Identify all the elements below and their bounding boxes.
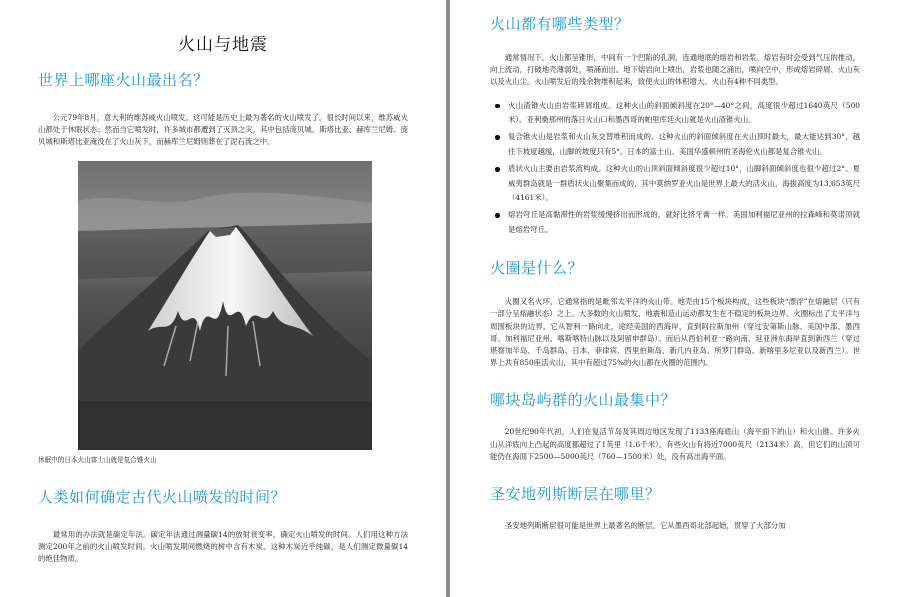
volcano-types-list	[490, 99, 860, 238]
list-item	[490, 130, 860, 159]
list-item-text: 复合锥火山是岩浆和火山灰交替堆积而成的。这种火山的斜面倾斜度在火山顶时最大，最大能达到30°，越往下坡度越缓，山脚的坡度只有5°。日本的富士山、美国华盛顿州的圣海伦火山都是复合锥火山。	[508, 132, 860, 156]
bullet-icon	[495, 104, 500, 109]
list-item	[490, 99, 860, 128]
section-heading-island-volcanoes: 哪块岛屿群的火山最集中？	[490, 391, 677, 410]
section-heading-volcano-types: 火山都有哪些类型？	[490, 15, 630, 33]
left-page	[0, 0, 446, 597]
photo-caption: 休眠中的日本火山富士山就是复合锥火山	[38, 455, 157, 464]
paragraph-volcano-types: 通常情况下，火山都呈锥形，中间有一个凹陷的孔洞，连通地底的熔岩和岩浆。熔岩有时会受到气压的推动，向上流动，打破地壳薄弱处，喷涌而出。地下熔岩向上喷出，岩浆也随之涌出，喷向空中，形成熔岩碎屑、火山灰以及火山尘。火山喷发后的残余物堆积起来，致使火山的体积增大。火山有4种不同类型。	[490, 53, 860, 87]
list-item	[490, 162, 860, 205]
right-page	[450, 0, 900, 597]
section-heading-dating-eruptions: 人类如何确定古代火山喷发的时间？	[38, 487, 287, 506]
paragraph-vesuvius: 公元79年8月，意大利的维苏威火山喷发。这可能是历史上最为著名的火山喷发了。很长时间以来，维苏威火山都处于休眠状态；然而当它喷发时，许多城市都遭到了灭顶之灾，其中包括庞贝城、斯塔比亚、赫库兰尼姆。庞贝城和斯塔比亚淹没在了火山灰下，而赫库兰尼姆则葬在了泥石流之中。	[38, 113, 408, 147]
paragraph-ring-of-fire: 火圈又名火环，它通常指的是毗邻太平洋的火山带。地壳由15个板块构成，这些板块“漂浮”在熔融层（只有一部分呈熔融状态）之上。大多数的火山喷发、地震和造山运动都发生在不稳定的板块边界。火圈标出了太平洋与周围板块的边界，它从智利一路向北，途经美国的西海岸，直到阿拉斯加州（穿过安第斯山脉、美国中部、墨西哥、加利福尼亚州、喀斯喀特山脉以及阿留申群岛）。而后从西伯利亚一路向南，延亚洲东海岸直到新西兰（穿过堪察加半岛、千岛群岛、日本、菲律宾、西里伯斯岛、新几内亚岛、所罗门群岛、新喀里多尼亚以及新西兰）。世界上共有850座活火山，其中有超过75%的火山都在火圈的范围内。	[490, 297, 860, 368]
list-item-text: 火山渣锥火山由岩浆碎屑组成。这种火山的斜面倾斜度在20°—40°之间，高度很少超过1640英尺（500米）。亚利桑那州的落日火山口和墨西哥的帕里库廷火山就是火山渣锥火山。	[508, 100, 860, 125]
mount-fuji-photo	[78, 161, 372, 450]
page-title: 火山与地震	[178, 35, 268, 55]
section-heading-san-andreas: 圣安地列斯断层在哪里？	[490, 485, 661, 504]
paragraph-carbon-dating: 最常用的办法就是碳定年法。碳定年法通过测量碳14的放射衰变率，确定火山喷发的时间。人们用这种方法测定200年之前的火山喷发时间。火山喷发期间燃烧的树中含有木炭，这种木炭近乎纯碳，是人们测定微量碳14的绝佳物质。	[38, 529, 408, 564]
bullet-icon	[495, 213, 500, 218]
list-item-text: 盾状火山主要由岩浆流构成。这种火山的山顶斜面倾斜度很少超过10°，山脚斜面倾斜度也很少超过2°。夏威夷群岛就是一群盾状火山聚集而成的，其中莫纳罗亚火山是世界上最大的活火山，海拔高度为13,653英尺（4161米）。	[508, 164, 860, 203]
section-heading-ring-of-fire: 火圈是什么？	[490, 259, 584, 278]
bullet-icon	[495, 167, 500, 172]
section-heading-famous-volcano: 世界上哪座火山最出名？	[38, 71, 209, 89]
bullet-icon	[495, 135, 500, 140]
list-item-text: 熔岩穹丘是高黏滞性的岩浆缓慢挤出而形成的，就好比挤牙膏一样。美国加利福尼亚州的拉森峰和莫诺顶就是熔岩穹丘。	[508, 210, 860, 234]
list-item	[490, 208, 860, 237]
paragraph-island-volcanoes: 20世纪90年代初，人们在复活节岛及其周边地区发现了1133座海底山（海平面下的山）和火山锥。许多火山从洋底向上凸起的高度都超过了1英里（1.6千米）。有些火山有将近7000英尺（2134米）高，但它们的山顶可能仍在海面下2500—5000英尺（760—1500米）处，没有高出海平面。	[490, 427, 860, 461]
paragraph-san-andreas: 圣安地列斯断层很可能是世界上最著名的断层，它从墨西哥北部起始，贯穿了大部分加	[504, 521, 786, 531]
